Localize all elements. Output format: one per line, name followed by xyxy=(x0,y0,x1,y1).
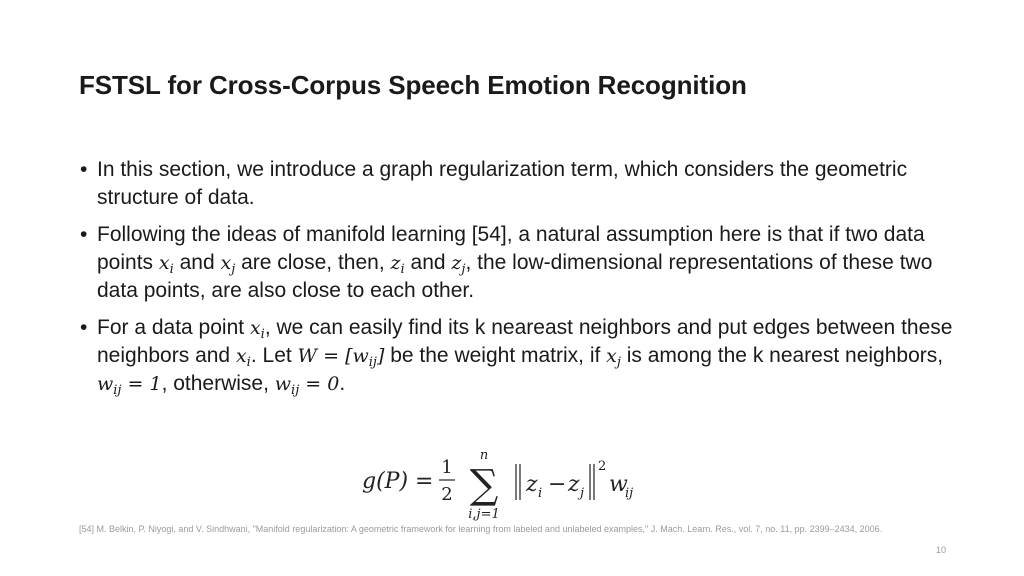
formula-zi: z xyxy=(526,472,538,497)
bullet-text: and xyxy=(404,251,452,274)
math-zj: $z_j$ xyxy=(451,252,466,277)
bullet-text: . xyxy=(339,372,346,395)
bullet-text: , otherwise, xyxy=(161,372,275,395)
formula-sum-upper: n xyxy=(479,448,489,463)
formula-minus: − xyxy=(548,472,567,497)
formula-half-numerator: 1 xyxy=(441,457,453,478)
formula-zj-sub: j xyxy=(580,486,585,501)
math-xi: $x_i$ xyxy=(249,317,265,342)
formula-w-sub: ij xyxy=(625,486,634,501)
formula-half-denominator: 2 xyxy=(441,484,453,505)
formula-lhs: g(P) = xyxy=(362,469,434,494)
formula-sum-lower: i,j=1 xyxy=(468,507,500,522)
math-xi: $x_i$ xyxy=(158,252,174,277)
bullet-text: For a data point xyxy=(97,316,250,339)
math-xi: $x_i$ xyxy=(235,345,251,370)
math-xj: $x_j$ xyxy=(606,345,621,370)
bullet-item-graph-regularization xyxy=(80,156,960,212)
graph-regularization-formula xyxy=(362,448,662,524)
bullet-list xyxy=(80,156,960,407)
bullet-text: and xyxy=(173,251,221,274)
bullet-item-manifold-assumption xyxy=(80,221,960,305)
formula-sum-symbol: ∑ xyxy=(469,462,499,508)
formula-zj: z xyxy=(568,472,580,497)
bullet-text: be the weight matrix, if xyxy=(384,344,607,367)
math-wij-one: $w_{ij} = 1$ xyxy=(97,373,162,398)
bullet-text: , the low-dimensional representations of these two data points, are also close to each other. xyxy=(97,251,933,302)
page-number: 10 xyxy=(935,545,946,555)
bullet-text: are close, then, xyxy=(235,251,391,274)
bullet-icon: • xyxy=(80,223,88,246)
bullet-text: Following the ideas of manifold learning [54], a natural assumption here is that if two data points xyxy=(97,223,925,274)
slide-title: FSTSL for Cross-Corpus Speech Emotion Recognition xyxy=(79,70,747,100)
bullet-text: is among the k nearest neighbors, xyxy=(620,344,944,367)
bullet-text: , we can easily find its k neareast neighbors and put edges between these neighbors and xyxy=(97,316,953,367)
math-xj: $x_j$ xyxy=(220,252,236,277)
bullet-icon: • xyxy=(80,158,88,181)
formula-zi-sub: i xyxy=(538,486,543,501)
reference-footnote: [54] M. Belkin, P. Niyogi, and V. Sindhwani, "Manifold regularization: A geometric framework for learning from labeled and unlabeled examples," J. Mach. Learn. Res., vol. 7, no. 11, pp. 2399–2434, 2006. xyxy=(79,524,883,534)
math-weight-matrix: $W = [w_{ij}]$ xyxy=(297,345,385,370)
bullet-item-knn-weights xyxy=(80,314,960,398)
bullet-text: . Let xyxy=(250,344,298,367)
formula-exponent: 2 xyxy=(598,459,607,474)
math-zi: $z_i$ xyxy=(390,252,405,277)
math-wij-zero: $w_{ij} = 0$ xyxy=(274,373,340,398)
formula-w: w xyxy=(609,472,628,497)
bullet-text: In this section, we introduce a graph regularization term, which considers the geometric structure of data. xyxy=(97,158,908,209)
bullet-icon: • xyxy=(80,316,88,339)
